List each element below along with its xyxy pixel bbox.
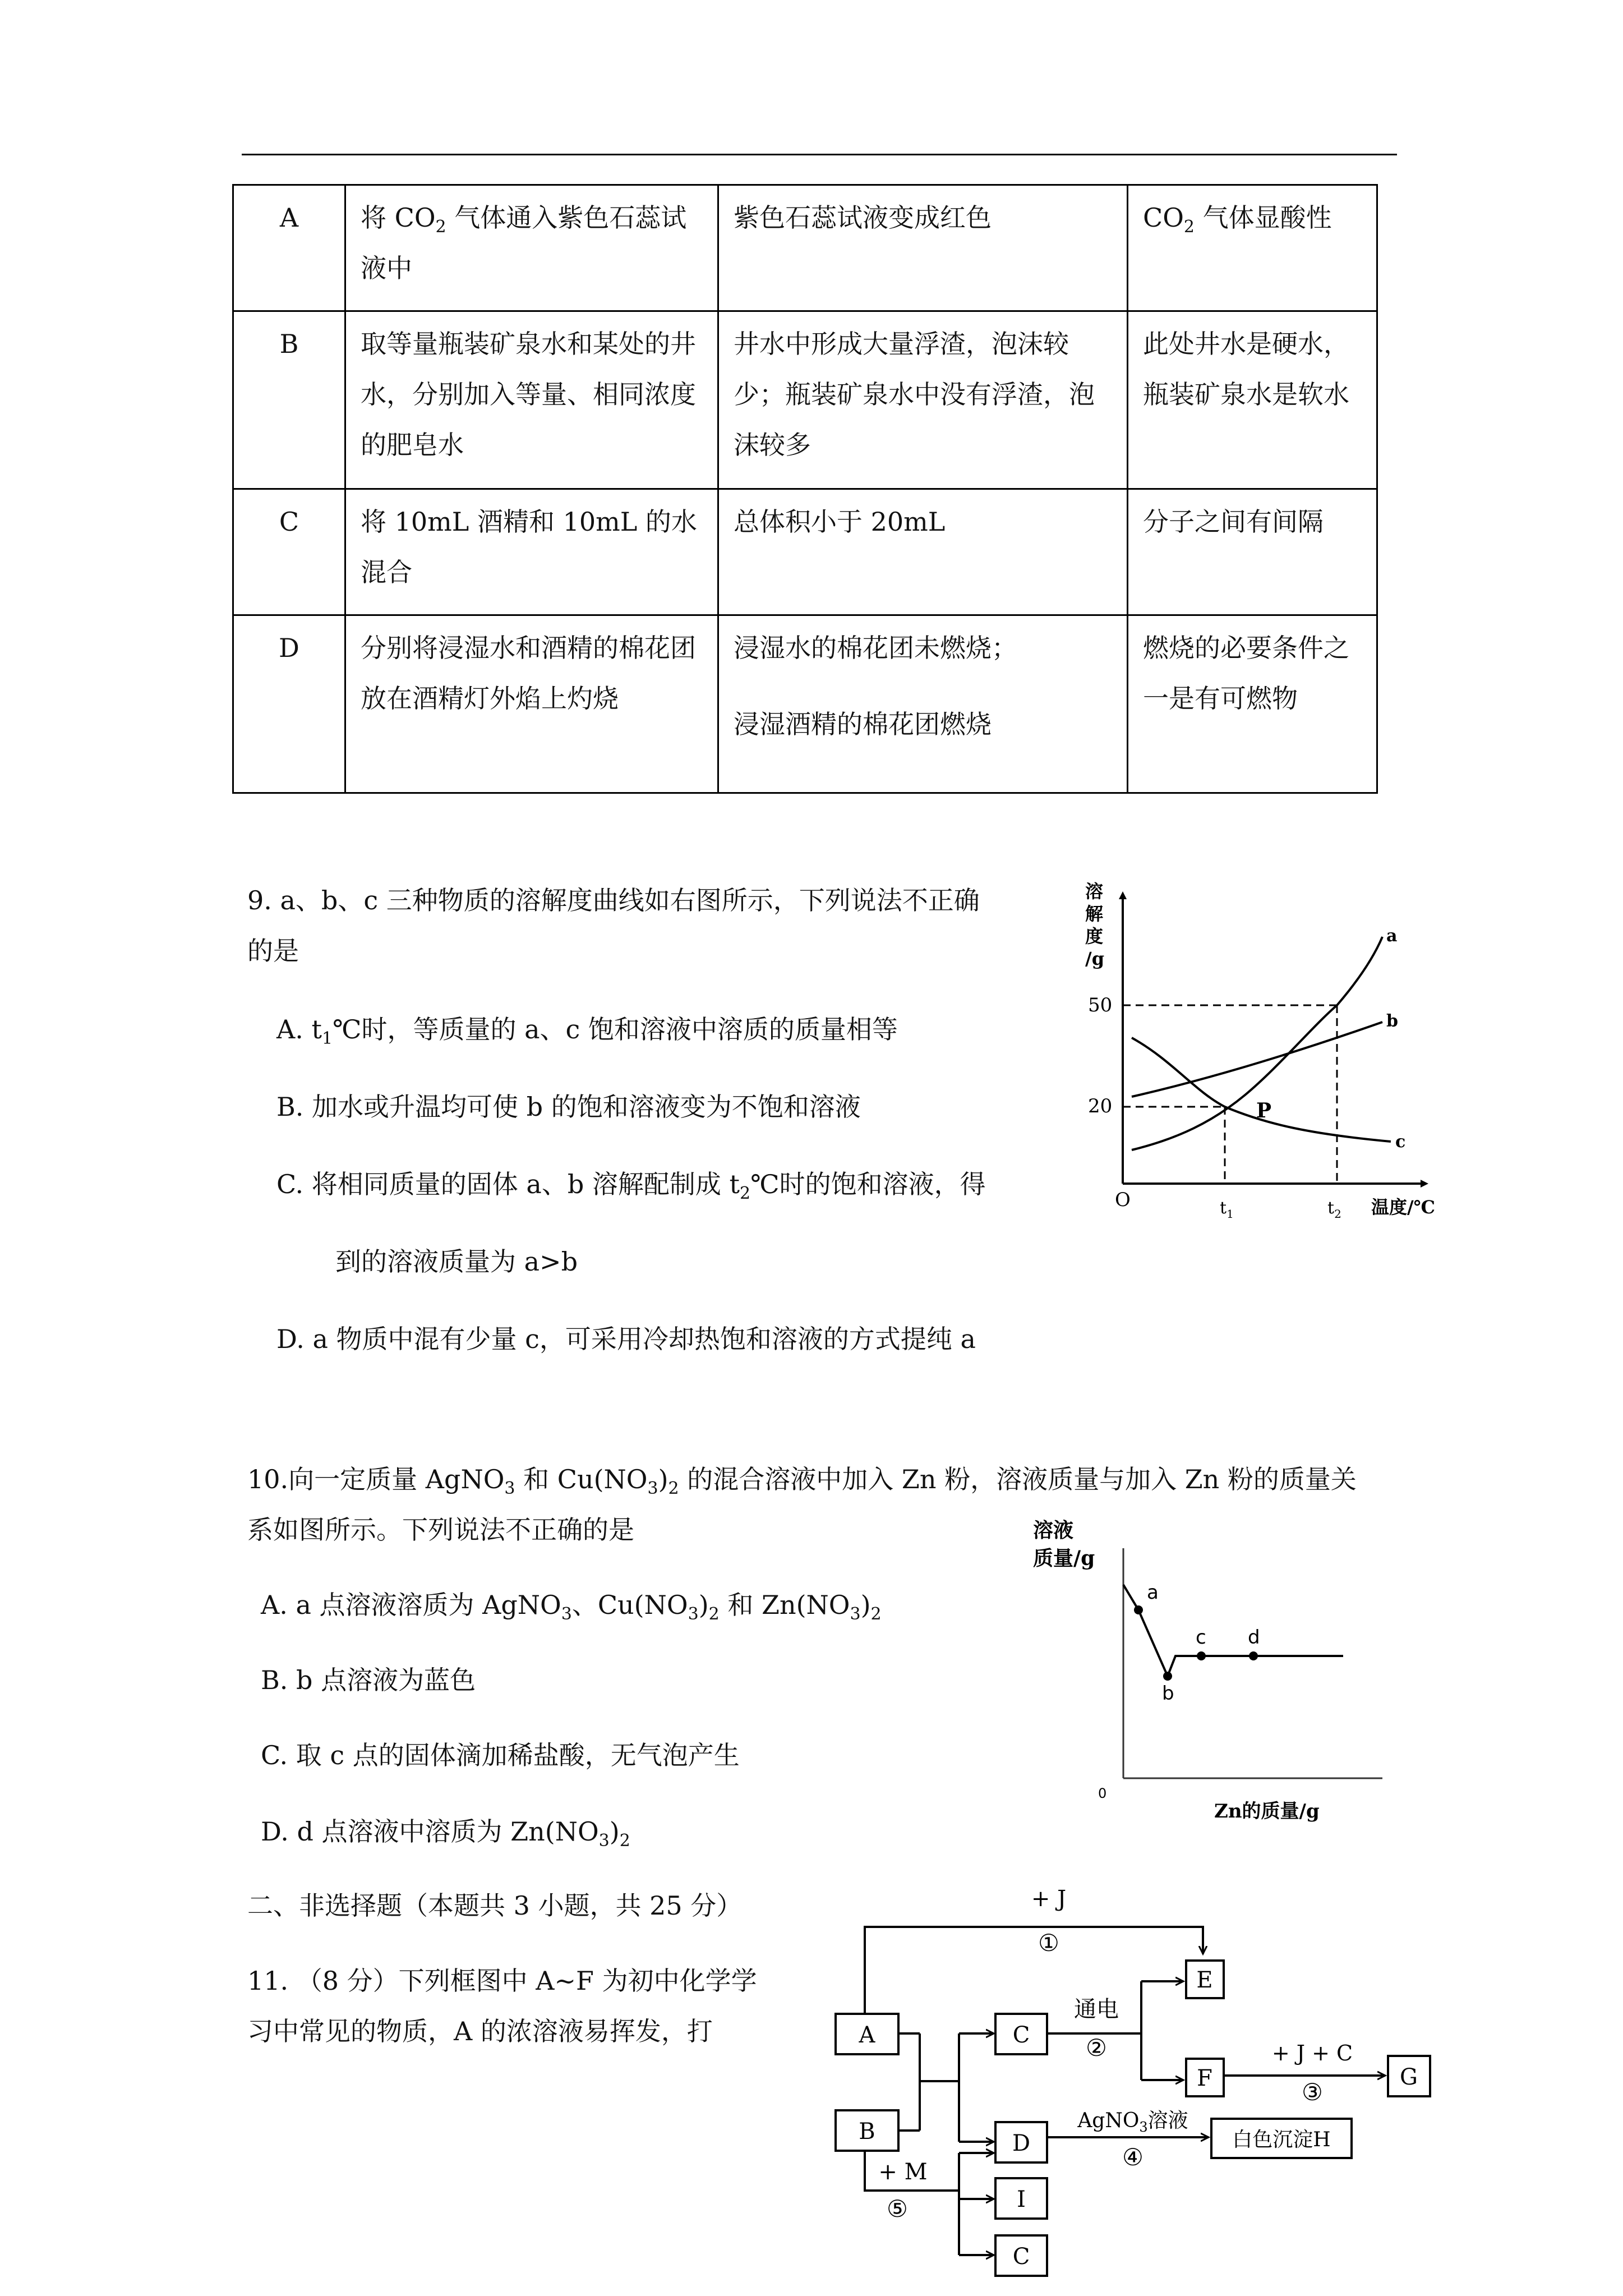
row-label: B (233, 311, 345, 489)
point-b (1163, 1672, 1172, 1681)
arrow-2-number: ② (1086, 2034, 1107, 2062)
x-axis-label: Zn的质量/g (1214, 1800, 1320, 1823)
point-c-label: c (1196, 1626, 1206, 1649)
y-axis-label-part: /g (1085, 948, 1105, 969)
solubility-chart (1066, 875, 1458, 1234)
arrow-5-label: + M (878, 2159, 928, 2185)
y-axis-label-part: 度 (1085, 926, 1104, 947)
table-row (233, 489, 1377, 615)
y-axis-label-part: 溶 (1085, 881, 1104, 902)
point-p-label: P (1256, 1099, 1272, 1122)
header-rule (242, 154, 1397, 155)
operation-cell: 将 $CO_2$ 气体通入紫色石蕊试液中 (345, 185, 718, 311)
box-e-label: E (1196, 1967, 1213, 1993)
point-c (1197, 1651, 1206, 1660)
section-heading: 二、非选择题（本题共 3 小题，共 25 分） (247, 1890, 743, 1921)
operation-cell: 分别将浸湿水和酒精的棉花团放在酒精灯外焰上灼烧 (345, 615, 718, 793)
box-c2-label: C (1012, 2244, 1030, 2270)
q9-option-c-cont: 到的溶液质量为 a>b (335, 1246, 578, 1277)
q10-option-a: A. a 点溶液溶质为 AgNO$_3$、$Cu(NO_3)_2$ 和 $Zn(NO_3)_2$ (261, 1590, 882, 1624)
box-c-label: C (1012, 2022, 1030, 2048)
box-f-label: F (1197, 2065, 1212, 2091)
experiment-table (232, 184, 1378, 794)
arrow-4-label: AgNO$_3$溶液 (1077, 2109, 1188, 2135)
conclusion-cell: $CO_2$ 气体显酸性 (1128, 185, 1377, 311)
q11-line-2: 习中常见的物质，A 的浓溶液易挥发，打 (247, 2016, 713, 2046)
arrow-2-label: 通电 (1074, 1996, 1119, 2022)
arrow-1-number: ① (1038, 1929, 1059, 1957)
point-a (1134, 1605, 1143, 1614)
y-tick-50: 50 (1088, 994, 1113, 1016)
q10-option-b: B. b 点溶液为蓝色 (261, 1665, 476, 1695)
phenomenon-cell: 井水中形成大量浮渣，泡沫较少；瓶装矿泉水中没有浮渣，泡沫较多 (718, 311, 1128, 489)
q9-option-b: B. 加水或升温均可使 b 的饱和溶液变为不饱和溶液 (276, 1092, 861, 1122)
mass-line (1123, 1585, 1253, 1676)
curve-c (1132, 1038, 1391, 1142)
conclusion-cell: 此处井水是硬水，瓶装矿泉水是软水 (1128, 311, 1377, 489)
q10-stem: 10.向一定质量 AgNO$_3$ 和 $Cu(NO_3)_2$ 的混合溶液中加入 Zn 粉，溶液质量与加入 Zn 粉的质量关 (247, 1464, 1357, 1498)
flow-diagram (819, 1874, 1492, 2296)
box-a-label: A (859, 2022, 875, 2048)
row-label: D (233, 615, 345, 793)
arrow-3-label: + J + C (1271, 2041, 1353, 2065)
box-b-label: B (859, 2119, 875, 2145)
table-row (233, 185, 1377, 311)
solution-mass-chart (1032, 1515, 1424, 1829)
q10-option-c: C. 取 c 点的固体滴加稀盐酸，无气泡产生 (261, 1740, 740, 1770)
arrow-4-number: ④ (1122, 2143, 1144, 2171)
table-row (233, 311, 1377, 489)
q11-line-1: 11. （8 分）下列框图中 A~F 为初中化学学 (247, 1966, 757, 1996)
point-d-label: d (1248, 1626, 1260, 1649)
row-label: A (233, 185, 345, 311)
box-h-label: 白色沉淀H (1232, 2128, 1331, 2151)
q9-stem-cont: 的是 (247, 936, 299, 966)
point-d (1249, 1651, 1258, 1660)
conclusion-cell: 燃烧的必要条件之一是有可燃物 (1128, 615, 1377, 793)
series-b-label: b (1386, 1011, 1398, 1031)
box-d-label: D (1012, 2131, 1031, 2156)
phenomenon-cell: 浸湿水的棉花团未燃烧； 浸湿酒精的棉花团燃烧 (718, 615, 1128, 793)
arrow-1-label: + J (1031, 1886, 1067, 1912)
origin-label: 0 (1098, 1786, 1107, 1801)
x-axis-label: 温度/℃ (1371, 1197, 1436, 1218)
y-axis-label (1085, 881, 1104, 969)
x-tick-t1: $t_1$ (1220, 1198, 1234, 1221)
series-c-label: c (1395, 1132, 1406, 1152)
origin-label: O (1115, 1189, 1131, 1211)
phenomenon-cell: 紫色石蕊试液变成红色 (718, 185, 1128, 311)
q10-stem-cont: 系如图所示。下列说法不正确的是 (247, 1515, 634, 1545)
q9-option-c: C. 将相同质量的固体 a、b 溶解配制成 $t_2℃$时的饱和溶液，得 (276, 1169, 986, 1203)
operation-cell: 将 10mL 酒精和 10mL 的水混合 (345, 489, 718, 615)
point-a-label: a (1147, 1581, 1159, 1604)
arrow-3-number: ③ (1302, 2078, 1323, 2106)
box-g-label: G (1400, 2064, 1418, 2090)
row-label: C (233, 489, 345, 615)
q9-option-a: A. $t_1℃$时，等质量的 a、c 饱和溶液中溶质的质量相等 (276, 1014, 898, 1048)
y-axis-label-1: 溶液 (1033, 1519, 1074, 1542)
q9-option-d: D. a 物质中混有少量 c，可采用冷却热饱和溶液的方式提纯 a (276, 1324, 976, 1354)
arrow-5-number: ⑤ (887, 2195, 908, 2223)
table-row (233, 615, 1377, 793)
box-i-label: I (1017, 2187, 1026, 2212)
phenomenon-cell: 总体积小于 20mL (718, 489, 1128, 615)
operation-cell: 取等量瓶装矿泉水和某处的井水，分别加入等量、相同浓度的肥皂水 (345, 311, 718, 489)
y-tick-20: 20 (1088, 1095, 1113, 1117)
q9-stem: 9. a、b、c 三种物质的溶解度曲线如右图所示，下列说法不正确 (247, 885, 980, 915)
x-tick-t2: $t_2$ (1327, 1198, 1341, 1221)
q10-option-d: D. d 点溶液中溶质为 $Zn(NO_3)_2$ (261, 1816, 630, 1851)
point-b-label: b (1162, 1682, 1174, 1705)
y-axis-label-2: 质量/g (1033, 1547, 1095, 1570)
conclusion-cell: 分子之间有间隔 (1128, 489, 1377, 615)
series-a-label: a (1386, 926, 1398, 946)
y-axis-label-part: 解 (1085, 903, 1104, 924)
